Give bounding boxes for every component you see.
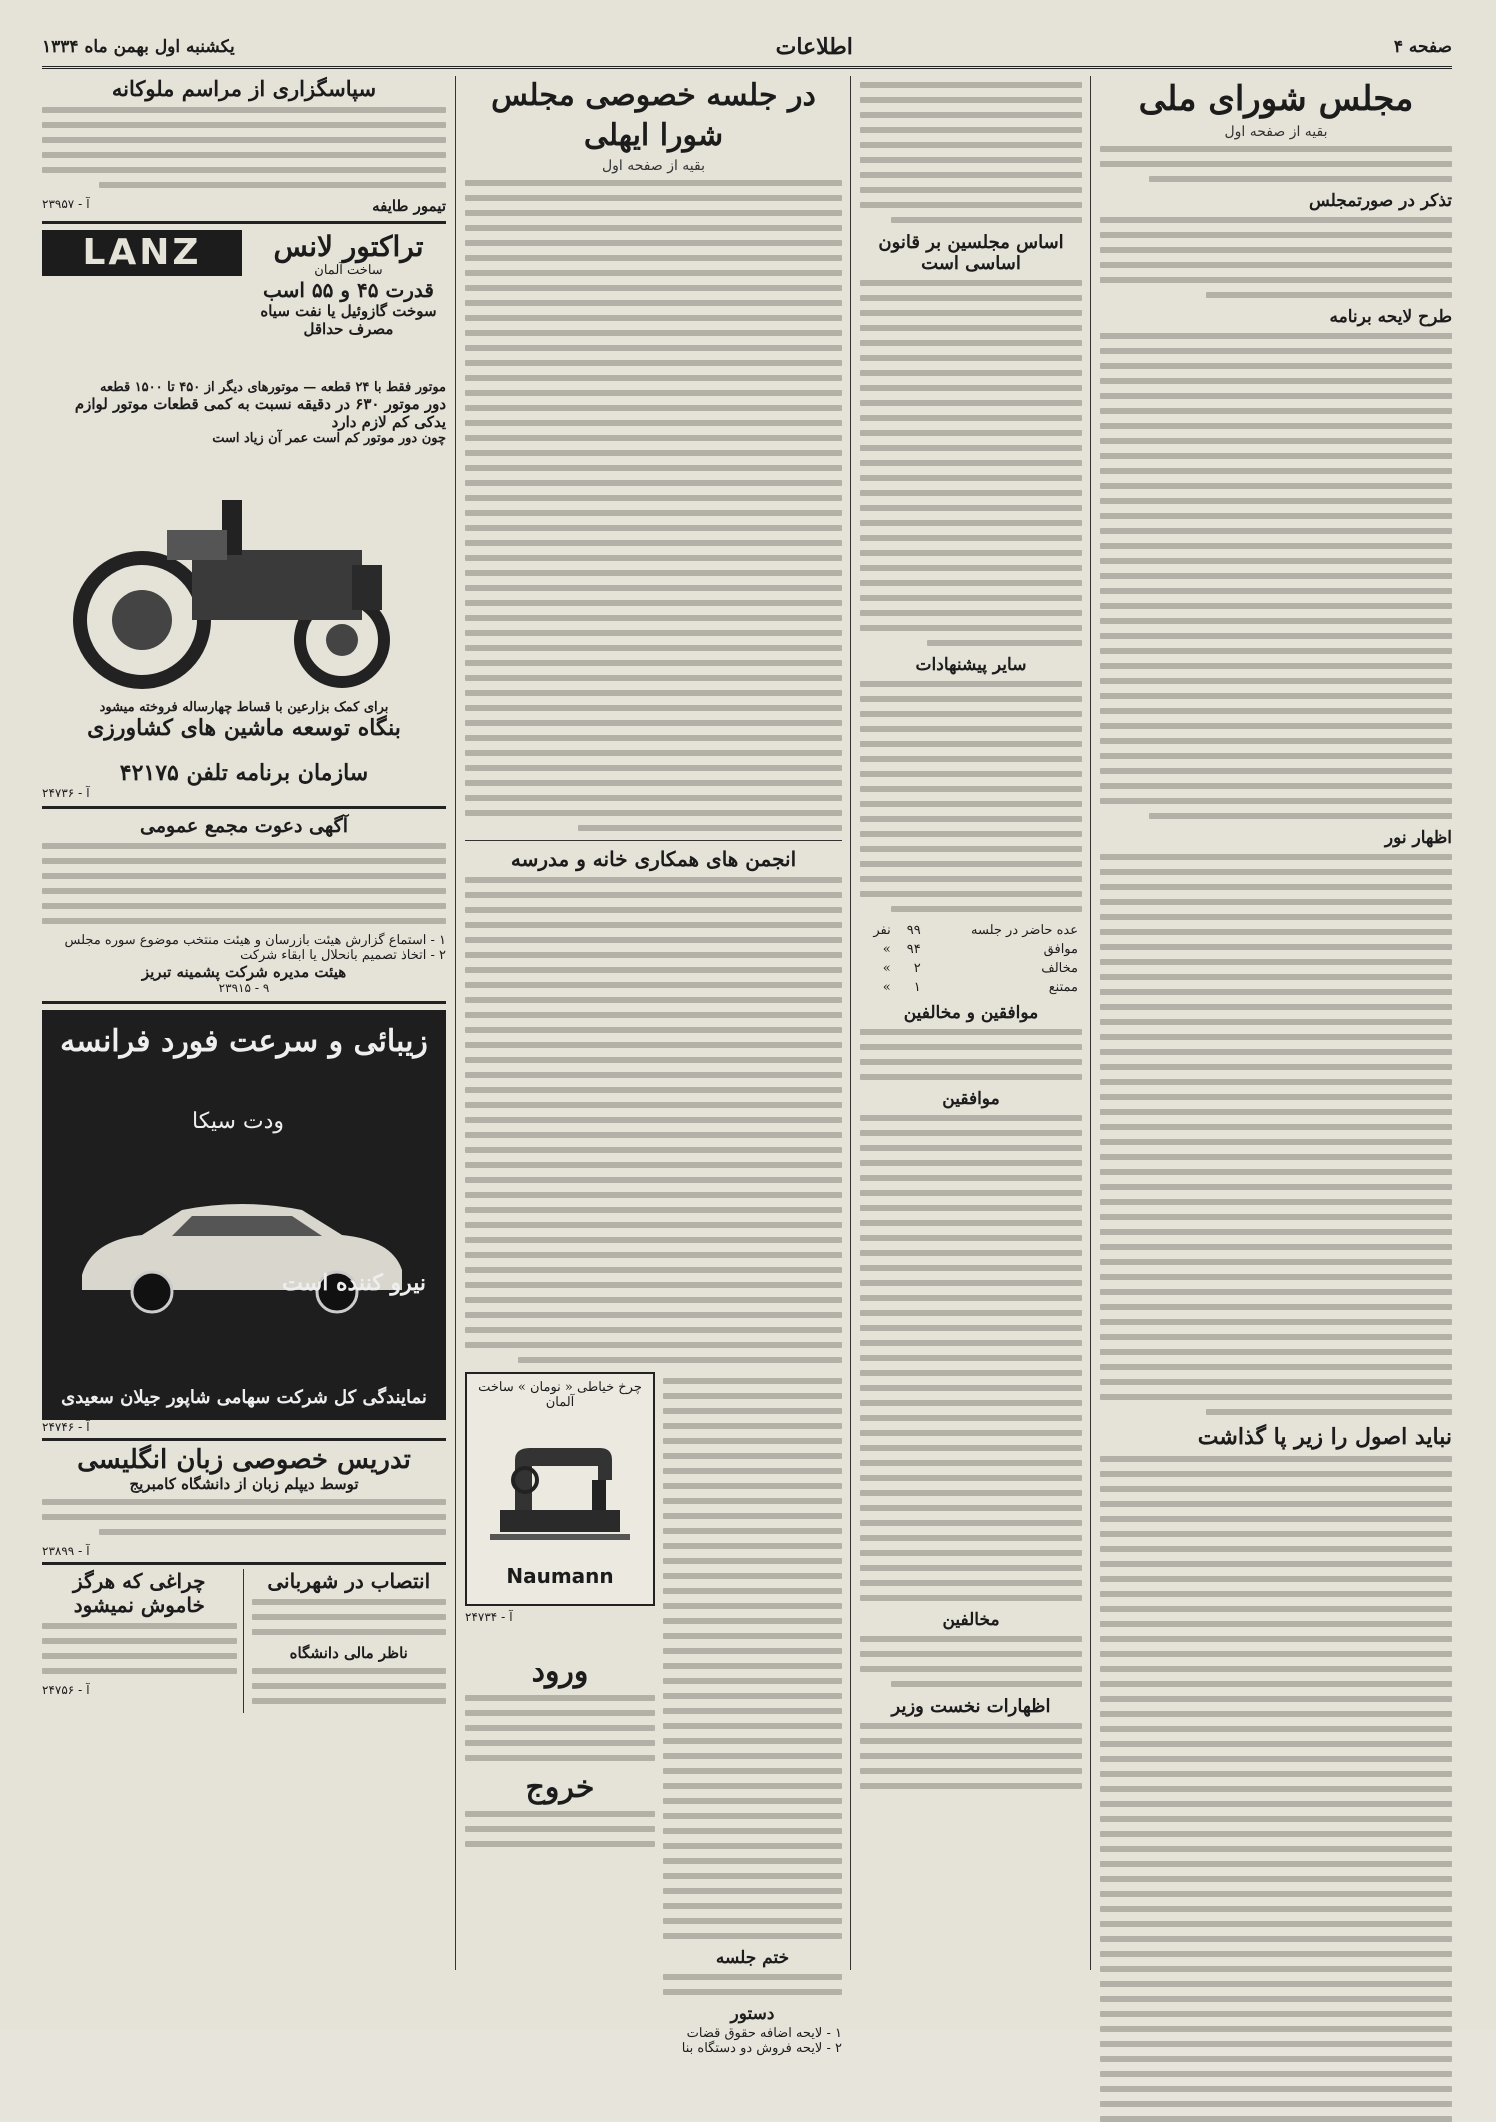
section-heading: موافقین <box>942 1089 1000 1109</box>
headline-closed-session: در جلسه خصوصی مجلس شورا ایهلی <box>491 78 816 153</box>
lanz-credit: برای کمک بزارعین با قساط چهارساله فروخته میشود <box>99 700 389 715</box>
section-heading: ختم جلسه <box>715 1948 790 1968</box>
english-subtitle: توسط دیپلم زبان از دانشگاه کامبریج <box>129 1475 359 1493</box>
vote-unit: » <box>882 961 891 976</box>
naumann-brand-line: چرخ خیاطی « نومان » ساخت آلمان <box>478 1380 642 1410</box>
vote-label: عده حاضر در جلسه <box>971 923 1078 938</box>
sewing-machine-icon <box>480 1410 640 1560</box>
appointment-title-2: ناظر مالی دانشگاه <box>289 1644 408 1662</box>
continued-note: بقیه از صفحه اول <box>601 158 706 174</box>
section-heading: اظهارات نخست وزیر <box>891 1696 1051 1717</box>
column-proposals <box>860 76 1082 1970</box>
lanz-org: سازمان برنامه تلفن ۴۲۱۷۵ <box>119 760 369 786</box>
section-heading: سایر پیشنهادات <box>915 655 1027 675</box>
vote-count: ۲ <box>913 961 921 976</box>
agenda-item: ۱ - لایحه اضافه حقوق قضات <box>686 2026 842 2041</box>
lanz-consumption: مصرف حداقل <box>303 320 394 338</box>
lanz-engine-parts: موتور فقط با ۲۴ قطعه — موتورهای دیگر از ۴۵۰ تا ۱۵۰۰ قطعه <box>100 380 446 395</box>
section-heading: اظهار نور <box>1384 828 1452 848</box>
ad-reference: آ - ۲۴۷۳۶ <box>42 786 90 800</box>
meeting-title: آگهی دعوت مجمع عمومی <box>140 815 348 837</box>
table-row <box>860 921 1082 940</box>
vote-label: ممتنع <box>1048 980 1078 995</box>
agenda-item: ۲ - لایحه فروش دو دستگاه بنا <box>681 2041 842 2056</box>
column-rule <box>850 76 851 1970</box>
notice-headline: سپاسگزاری از مراسم ملوکانه <box>111 76 377 101</box>
page-number: صفحه ۴ <box>1393 37 1452 57</box>
column-rule <box>455 76 456 1970</box>
car-icon <box>72 1180 412 1320</box>
section-heading: نباید اصول را زیر پا گذاشت <box>1197 1424 1452 1450</box>
section-heading: مخالفین <box>942 1610 1000 1630</box>
ford-slogan: نیرو کننده است <box>282 1270 426 1296</box>
section-arrivals: ورود <box>531 1654 589 1689</box>
column-rule <box>1090 76 1091 1970</box>
lanz-power: قدرت ۴۵ و ۵۵ اسب <box>263 278 434 302</box>
ad-reference: آ - ۲۴۷۵۶ <box>42 1683 90 1697</box>
section-heading: دستور <box>730 2004 775 2024</box>
vote-count: ۹۹ <box>906 923 921 938</box>
issue-date: یکشنبه اول بهمن ماه ۱۳۳۴ <box>42 37 235 57</box>
section-heading: طرح لایحه برنامه <box>1329 307 1452 327</box>
english-title: تدریس خصوصی زبان انگلیسی <box>77 1445 411 1475</box>
vote-unit: نفر <box>873 923 891 938</box>
lamp-title: چراغی که هرگز خاموش نمیشود <box>73 1569 206 1617</box>
table-row <box>860 959 1082 978</box>
continued-note: بقیه از صفحه اول <box>1224 124 1328 140</box>
naumann-logo: Naumann <box>506 1564 614 1588</box>
vote-table <box>860 921 1082 997</box>
section-heading: موافقین و مخالفین <box>903 1003 1039 1023</box>
lanz-ad <box>42 230 446 760</box>
vote-label: مخالف <box>1041 961 1078 976</box>
meeting-item: ۲ - اتخاذ تصمیم بانحلال یا ابقاء شرکت <box>240 948 446 963</box>
headline-school-associations: انجمن های همکاری خانه و مدرسه <box>510 847 797 871</box>
lanz-durability: چون دور موتور کم است عمر آن زیاد است <box>212 431 446 446</box>
ad-reference: آ - ۲۳۹۵۷ <box>42 197 90 211</box>
ad-reference: آ - ۲۳۸۹۹ <box>42 1544 90 1558</box>
table-row <box>860 940 1082 959</box>
vote-count: ۹۴ <box>906 942 921 957</box>
section-heading: اساس مجلسین بر قانون اساسی است <box>878 232 1064 274</box>
lanz-logo: LANZ <box>42 230 242 276</box>
column-ads <box>42 76 446 1970</box>
meeting-signature: هیئت مدیره شرکت پشمینه تبریز <box>141 963 347 981</box>
ford-ad <box>42 1010 446 1420</box>
ad-reference: آ - ۲۴۷۴۶ <box>42 1420 90 1434</box>
lanz-rpm: دور موتور ۶۳۰ در دقیقه نسبت به کمی قطعات موتور لوازم یدکی کم لازم دارد <box>74 395 446 431</box>
table-row <box>860 978 1082 997</box>
ad-reference: ۹ - ۲۳۹۱۵ <box>218 981 270 995</box>
headline-majlis: مجلس شورای ملی <box>1138 79 1414 119</box>
ad-reference: آ - ۲۴۷۳۴ <box>465 1610 513 1624</box>
paper-title: اطلاعات <box>775 34 853 60</box>
notice-signature: تیمور طایفه <box>372 197 446 215</box>
tractor-icon <box>72 470 412 690</box>
lanz-fuel: سوخت گازوئیل یا نفت سیاه <box>260 302 437 320</box>
column-closed-session <box>465 76 842 2056</box>
section-departures: خروج <box>525 1770 595 1805</box>
vote-count: ۱ <box>913 980 921 995</box>
ford-model: ودت سیکا <box>192 1109 285 1134</box>
ford-headline: زیبائی و سرعت فورد فرانسه <box>60 1024 428 1059</box>
appointment-title: انتصاب در شهربانی <box>267 1569 431 1593</box>
meeting-item: ۱ - استماع گزارش هیئت بازرسان و هیئت منتخب موضوع سوره مجلس <box>64 933 446 948</box>
vote-unit: » <box>882 980 891 995</box>
column-majlis <box>1100 76 1452 1970</box>
lanz-company: بنگاه توسعه ماشین های کشاورزی <box>87 715 401 741</box>
lanz-title: تراکتور لانس <box>273 230 424 263</box>
vote-label: موافق <box>1043 942 1078 957</box>
masthead <box>42 28 1452 69</box>
lanz-subtitle: ساخت آلمان <box>314 263 383 278</box>
naumann-ad <box>465 1372 655 1606</box>
ford-dealer: نمایندگی کل شرکت سهامی شاپور جیلان سعیدی <box>61 1387 427 1408</box>
vote-unit: » <box>882 942 891 957</box>
section-heading: تذکر در صورتمجلس <box>1308 191 1452 211</box>
